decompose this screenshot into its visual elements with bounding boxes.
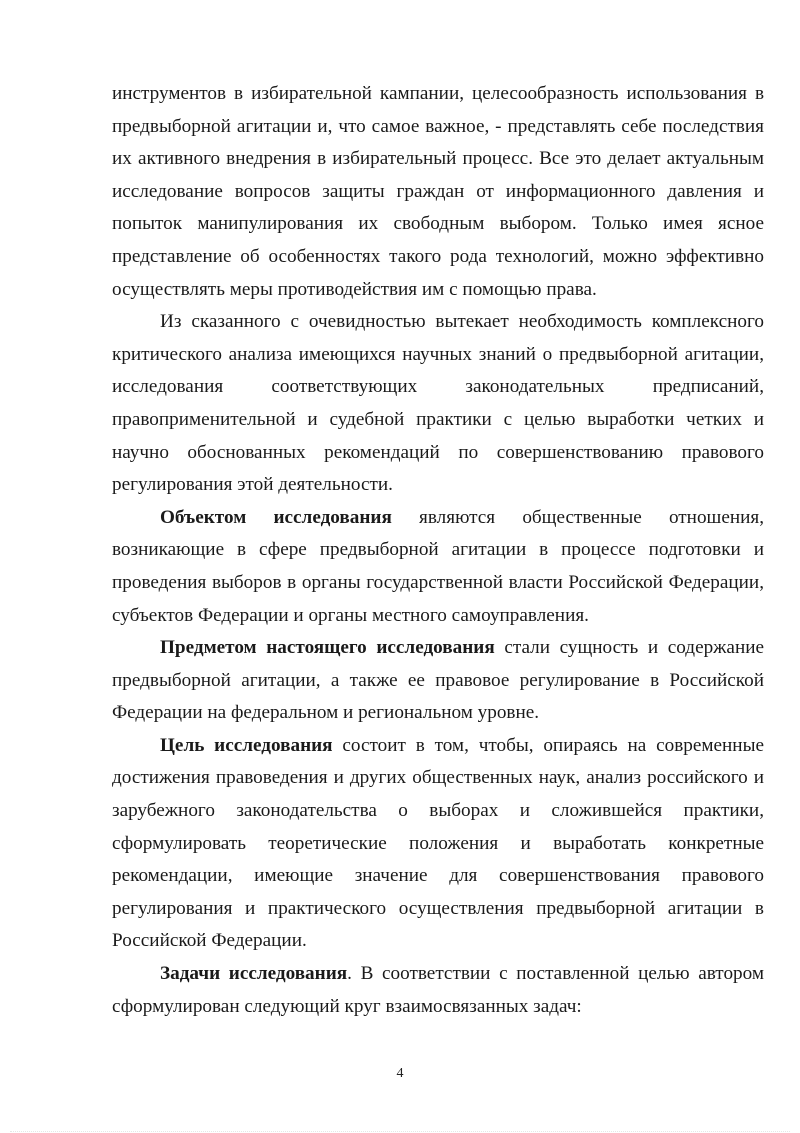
paragraph-bold-lead: Предметом настоящего исследования [160,637,495,659]
paragraph-text: стали сущность и содержание предвыборной агитации, а также ее правовое регулирование в Российской Федерации на федеральном и региональном уровне. [112,637,765,724]
paragraph-bold-lead: Объектом исследования [160,506,392,528]
paragraph-research-tasks [112,958,764,1023]
paragraph-text: являются общественные отношения, возникающие в сфере предвыборной агитации в процессе подготовки и проведения выборов в органы государственной власти Российской Федерации, субъектов Федерации и органы местного самоуправления. [112,506,764,626]
paragraph-text: инструментов в избирательной кампании, целесообразность использования в предвыборной агитации и, что самое важное, - представлять себе последствия их активного внедрения в избирательный процесс. Все это делает актуальным исследование вопросов защиты граждан от информационного давления и попыток манипулирования их свободным выбором. Только имея ясное представление об особенностях такого рода технологий, можно эффективно осуществлять меры противодействия им с помощью права. [112,83,764,300]
paragraph-text: . В соответствии с поставленной целью автором сформулирован следующий круг взаимосвязанных задач: [112,963,764,1017]
page-number: 4 [396,1066,404,1081]
paragraph-text: Из сказанного с очевидностью вытекает необходимость комплексного критического анализа имеющихся научных знаний о предвыборной агитации, исследования соответствующих законодательных предписаний, правоприменительной и судебной практики с целью выработки четких и научно обоснованных рекомендаций по совершенствованию правового регулирования этой деятельности. [112,311,764,496]
document-page [112,78,764,1023]
paragraph-necessity [112,306,764,502]
paragraph-research-goal [112,730,764,958]
paragraph-subject-of-research [112,632,764,730]
paragraph-bold-lead: Задачи исследования [160,963,348,985]
paragraph-text: состоит в том, чтобы, опираясь на современные достижения правоведения и других общественных наук, анализ российского и зарубежного законодательства о выборах и сложившейся практики, сформулировать теоретические положения и выработать конкретные рекомендации, имеющие значение для совершенствования правового регулирования и практического осуществления предвыборной агитации в Российской Федерации. [112,734,764,952]
paragraph-object-of-research [112,502,764,632]
paragraph-bold-lead: Цель исследования [160,734,333,756]
paragraph-introduction-continuation [112,78,764,306]
